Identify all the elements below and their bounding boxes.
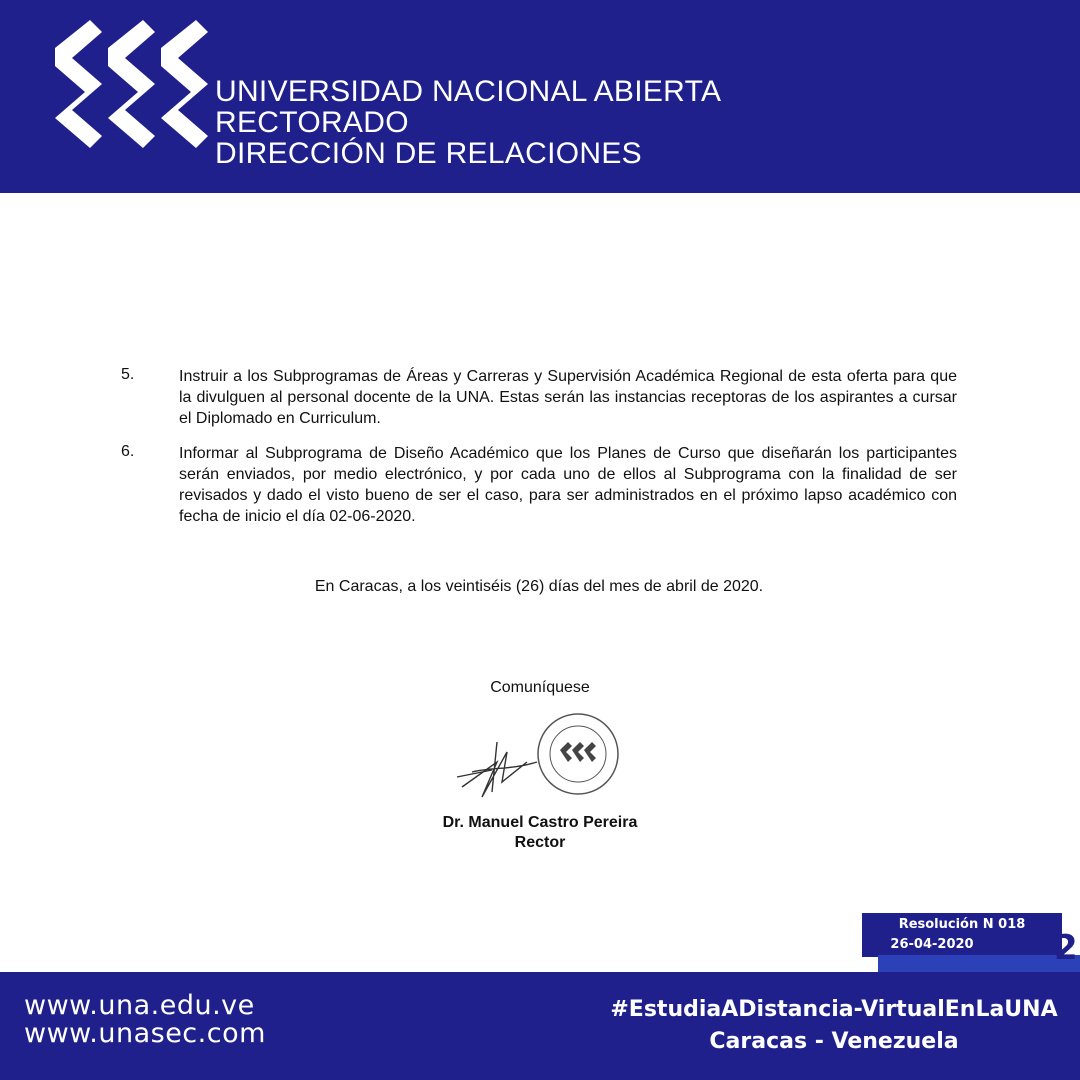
footer-tagline: [604, 994, 1064, 1058]
item-text: Informar al Subprograma de Diseño Académico que los Planes de Curso que diseñarán los participantes serán enviados, por medio electrónico, y por cada uno de ellos al Subprograma con la finalidad de ser revisados y dado el visto bueno de ser el caso, para ser administrados en el próximo lapso académico con fecha de inicio el día 02-06-2020.: [179, 445, 957, 525]
date-line: En Caracas, a los veintiséis (26) días del mes de abril de 2020.: [314, 578, 764, 595]
resolution-label: Resolución N 018: [898, 917, 1026, 932]
closing-text: Comuníquese: [490, 679, 590, 696]
item-text: Instruir a los Subprogramas de Áreas y Carreras y Supervisión Académica Regional de esta oferta para que la divulguen al personal docente de la UNA. Estas serán las instancias receptoras de los aspirantes a cursar el Diplomado en Curriculum.: [179, 368, 957, 427]
footer-banner: [0, 972, 1080, 1080]
header-line-rectorado: RECTORADO: [215, 106, 409, 139]
signer-title: Rector: [514, 834, 566, 851]
header-line-university: UNIVERSIDAD NACIONAL ABIERTA: [215, 75, 722, 108]
signer-name: Dr. Manuel Castro Pereira: [442, 814, 638, 831]
header-line-direction: DIRECCIÓN DE RELACIONES: [215, 137, 642, 170]
signature: [452, 732, 542, 802]
resolution-date: 26-04-2020: [890, 937, 974, 952]
website-link[interactable]: www.una.edu.ve: [24, 990, 255, 1021]
location: Caracas - Venezuela: [709, 1029, 959, 1054]
resolution-badge: [862, 913, 1062, 957]
item-number: 6.: [121, 443, 135, 460]
item-number: 5.: [121, 366, 135, 383]
rectorado-seal: [536, 712, 620, 796]
website-link[interactable]: www.unasec.com: [24, 1018, 266, 1049]
resolution-strip: [878, 955, 1080, 972]
website-list: [24, 992, 266, 1048]
hashtag: #EstudiaADistancia-VirtualEnLaUNA: [610, 997, 1058, 1022]
page-number: 2: [1054, 928, 1078, 968]
